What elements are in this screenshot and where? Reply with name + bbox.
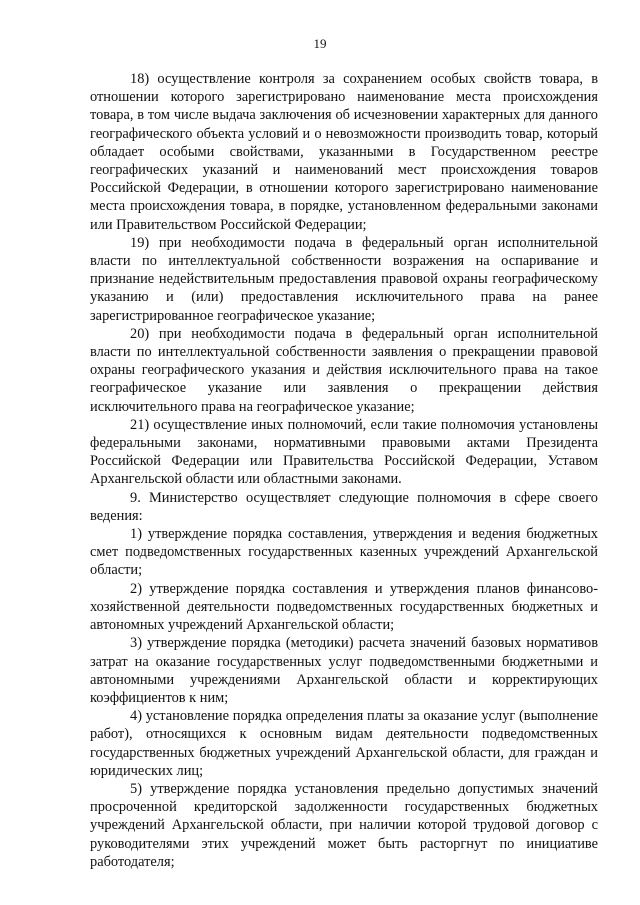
paragraph-item-19: 19) при необходимости подача в федеральный орган исполнительной власти по интеллектуальной собственности возражения на оспаривание и признание недействительным предоставления правовой охраны географическому указанию и (или) предоставления исключительного права на ранее зарегистрированное географическое указание; <box>90 234 598 324</box>
paragraph-item-18: 18) осуществление контроля за сохранением особых свойств товара, в отношении которого зарегистрировано наименование места происхождения товара, в том числе выдача заключения об исчезновении характерных для данного географического объекта условий и о невозможности производить товар, который обладает особыми свойствами, указанными в Государственном реестре географических указаний и наименований мест происхождения товаров Российской Федерации, в отношении которого зарегистрировано наименование места происхождения товара, в порядке, установленном федеральными законами или Правительством Российской Федерации; <box>90 71 598 233</box>
paragraph-item-3: 3) утверждение порядка (методики) расчета значений базовых нормативов затрат на оказание государственных услуг подведомственными бюджетными и автономными учреждениями Архангельской области и корректирующих коэффициентов к ним; <box>90 635 598 706</box>
paragraph-item-4: 4) установление порядка определения платы за оказание услуг (выполнение работ), относящихся к основным видам деятельности подведомственных государственных бюджетных учреждений Архангельской области, для граждан и юридических лиц; <box>90 708 598 779</box>
page-number: 19 <box>313 36 327 51</box>
section-9-heading: 9. Министерство осуществляет следующие полномочия в сфере своего ведения: <box>90 489 598 524</box>
paragraph-item-1: 1) утверждение порядка составления, утверждения и ведения бюджетных смет подведомственных государственных казенных учреждений Архангельской области; <box>90 526 598 579</box>
paragraph-item-5: 5) утверждение порядка установления предельно допустимых значений просроченной кредиторской задолженности государственных бюджетных учреждений Архангельской области, при наличии которой трудовой договор с руководителями этих учреждений может быть расторгнут по инициативе работодателя; <box>90 780 598 870</box>
document-body <box>90 70 598 871</box>
paragraph-item-21: 21) осуществление иных полномочий, если такие полномочия установлены федеральными законами, нормативными правовыми актами Президента Российской Федерации или Правительства Российской Федерации, Уставом Архангельской области или областными законами. <box>90 416 598 488</box>
paragraph-item-2: 2) утверждение порядка составления и утверждения планов финансово-хозяйственной деятельности подведомственных государственных бюджетных и автономных учреждений Архангельской области; <box>90 580 598 634</box>
paragraph-item-20: 20) при необходимости подача в федеральный орган исполнительной власти по интеллектуальной собственности заявления о прекращении правовой охраны географического указания и действия исключительного права на такое географическое указание или заявления о прекращении действия исключительного права на географическое указание; <box>90 325 598 415</box>
